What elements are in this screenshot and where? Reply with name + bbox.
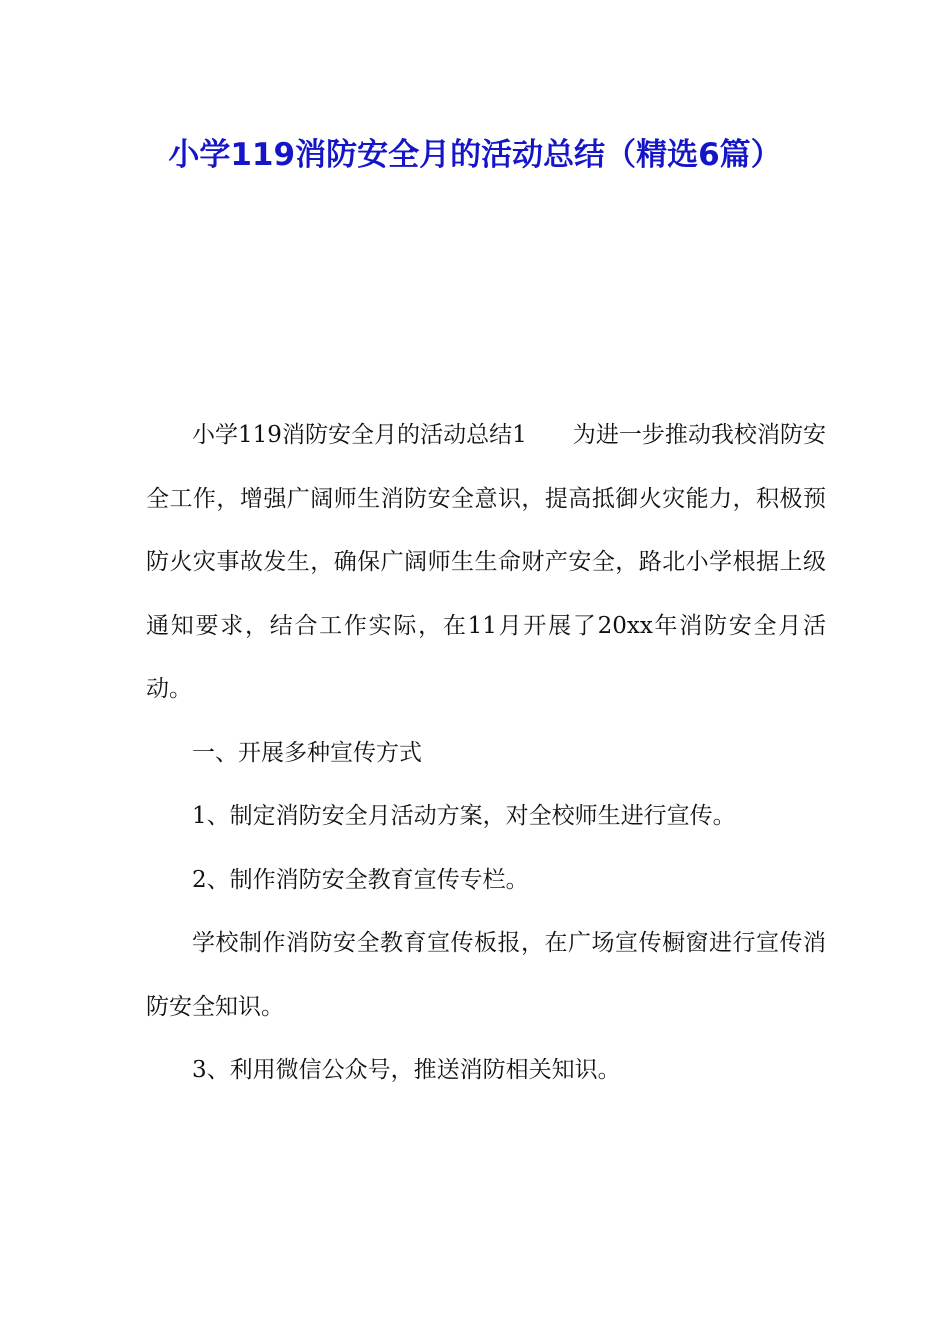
document-title: 小学119消防安全月的活动总结（精选6篇）: [168, 137, 782, 173]
paragraph-text: 为进一步推动我校消防安全工作，增强广阔师生消防安全意识，提高抵御火灾能力，积极预防火灾事故发生，确保广阔师生生命财产安全，路北小学根据上级通知要求，结合工作实际，在11月开展了20xx年消防安全月活动。: [146, 422, 826, 702]
section-heading: 一、开展多种宣传方式: [192, 739, 422, 766]
paragraph-text: 学校制作消防安全教育宣传板报，在广场宣传橱窗进行宣传消防安全知识。: [146, 930, 826, 1020]
list-item: 2、制作消防安全教育宣传专栏。: [192, 866, 529, 893]
list-item: 1、制定消防安全月活动方案，对全校师生进行宣传。: [192, 803, 736, 829]
section-heading-1: 小学119消防安全月的活动总结1: [192, 422, 527, 448]
list-item: 3、利用微信公众号，推送消防相关知识。: [192, 1057, 621, 1083]
paragraph-intro: [146, 404, 826, 722]
document-body: [146, 404, 826, 1103]
